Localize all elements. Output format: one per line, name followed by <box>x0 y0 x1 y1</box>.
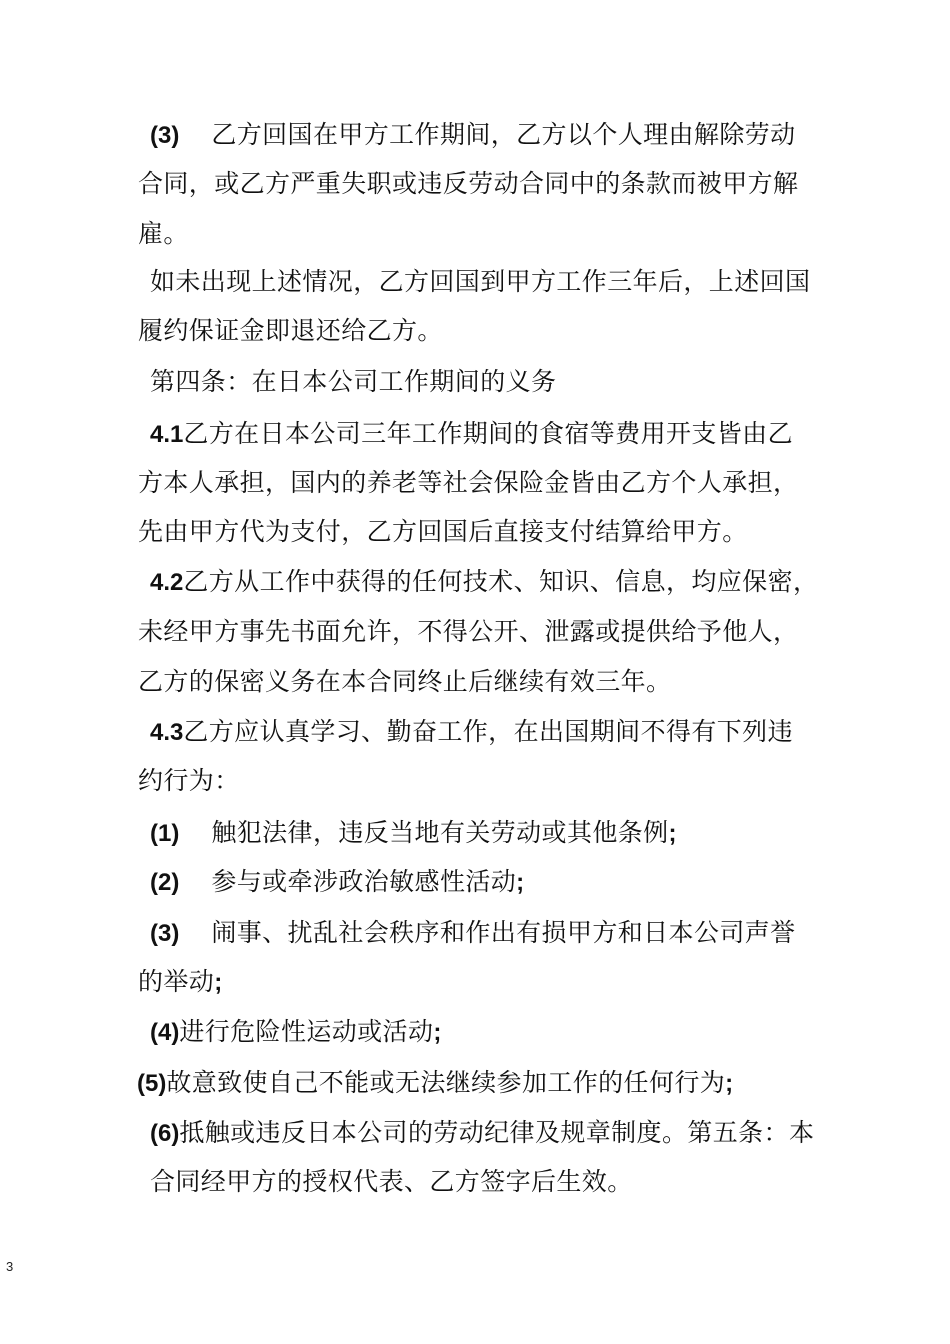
clause-text: 乙方从工作中获得的任何技术、知识、信息，均应保密， <box>183 567 819 596</box>
clause-text: 乙方应认真学习、勤奋工作，在出国期间不得有下列违 <box>183 717 793 746</box>
text-line <box>150 266 810 298</box>
clause-text: 合同经甲方的授权代表、乙方签字后生效。 <box>150 1167 633 1196</box>
clause-text: 如未出现上述情况，乙方回国到甲方工作三年后，上述回国 <box>150 267 811 296</box>
text-line <box>150 817 677 850</box>
text-line <box>138 218 189 250</box>
text-line <box>150 1016 441 1049</box>
clause-number: (6) <box>150 1120 180 1147</box>
clause-number: 4.2 <box>150 569 184 596</box>
text-line <box>150 366 556 398</box>
page-number: 3 <box>6 1259 14 1274</box>
clause-text: 触犯法律，违反当地有关劳动或其他条例 <box>211 818 669 847</box>
clause-terminator: ; <box>516 869 525 896</box>
clause-number: (3) <box>150 920 180 947</box>
text-line <box>138 616 798 648</box>
text-line <box>150 418 793 451</box>
clause-number: (5) <box>137 1070 167 1097</box>
text-line <box>150 1117 814 1150</box>
clause-text: 的举动 <box>138 967 215 996</box>
text-line <box>150 866 524 899</box>
text-line <box>150 716 793 749</box>
clause-text: 合同，或乙方严重失职或违反劳动合同中的条款而被甲方解 <box>138 169 799 198</box>
clause-text: 约行为： <box>138 766 240 795</box>
text-line <box>150 566 818 599</box>
text-line <box>138 765 240 797</box>
clause-text: 方本人承担，国内的养老等社会保险金皆由乙方个人承担， <box>138 468 799 497</box>
clause-text: 履约保证金即退还给乙方。 <box>138 316 443 345</box>
clause-terminator: ; <box>725 1070 734 1097</box>
text-line <box>150 119 796 152</box>
text-line <box>138 966 222 999</box>
clause-number: (2) <box>150 869 180 896</box>
text-line <box>138 168 798 200</box>
clause-text: 先由甲方代为支付，乙方回国后直接支付结算给甲方。 <box>138 517 748 546</box>
clause-number: (3) <box>150 122 180 149</box>
clause-number: (4) <box>150 1019 180 1046</box>
clause-text: 未经甲方事先书面允许，不得公开、泄露或提供给予他人， <box>138 617 799 646</box>
text-line <box>138 516 748 548</box>
clause-text: 乙方的保密义务在本合同终止后继续有效三年。 <box>138 667 672 696</box>
clause-text: 闹事、扰乱社会秩序和作出有损甲方和日本公司声誉 <box>211 918 796 947</box>
clause-text: 抵触或违反日本公司的劳动纪律及规章制度。第五条：本 <box>179 1118 815 1147</box>
clause-text: 参与或牵涉政治敏感性活动 <box>211 867 517 896</box>
clause-text: 乙方回国在甲方工作期间，乙方以个人理由解除劳动 <box>211 120 796 149</box>
clause-terminator: ; <box>214 969 223 996</box>
text-line <box>137 1067 733 1100</box>
clause-text: 乙方在日本公司三年工作期间的食宿等费用开支皆由乙 <box>183 419 793 448</box>
clause-text: 第四条：在日本公司工作期间的义务 <box>150 367 557 396</box>
text-line <box>138 315 443 347</box>
text-line <box>150 917 796 950</box>
clause-number: 4.3 <box>150 719 184 746</box>
clause-text: 进行危险性运动或活动 <box>179 1017 434 1046</box>
clause-text: 雇。 <box>138 219 189 248</box>
clause-number: 4.1 <box>150 421 184 448</box>
text-line <box>138 467 798 499</box>
clause-terminator: ; <box>668 820 677 847</box>
text-line <box>138 666 671 698</box>
clause-terminator: ; <box>433 1019 442 1046</box>
clause-number: (1) <box>150 820 180 847</box>
clause-text: 故意致使自己不能或无法继续参加工作的任何行为 <box>166 1068 726 1097</box>
text-line <box>150 1166 633 1198</box>
